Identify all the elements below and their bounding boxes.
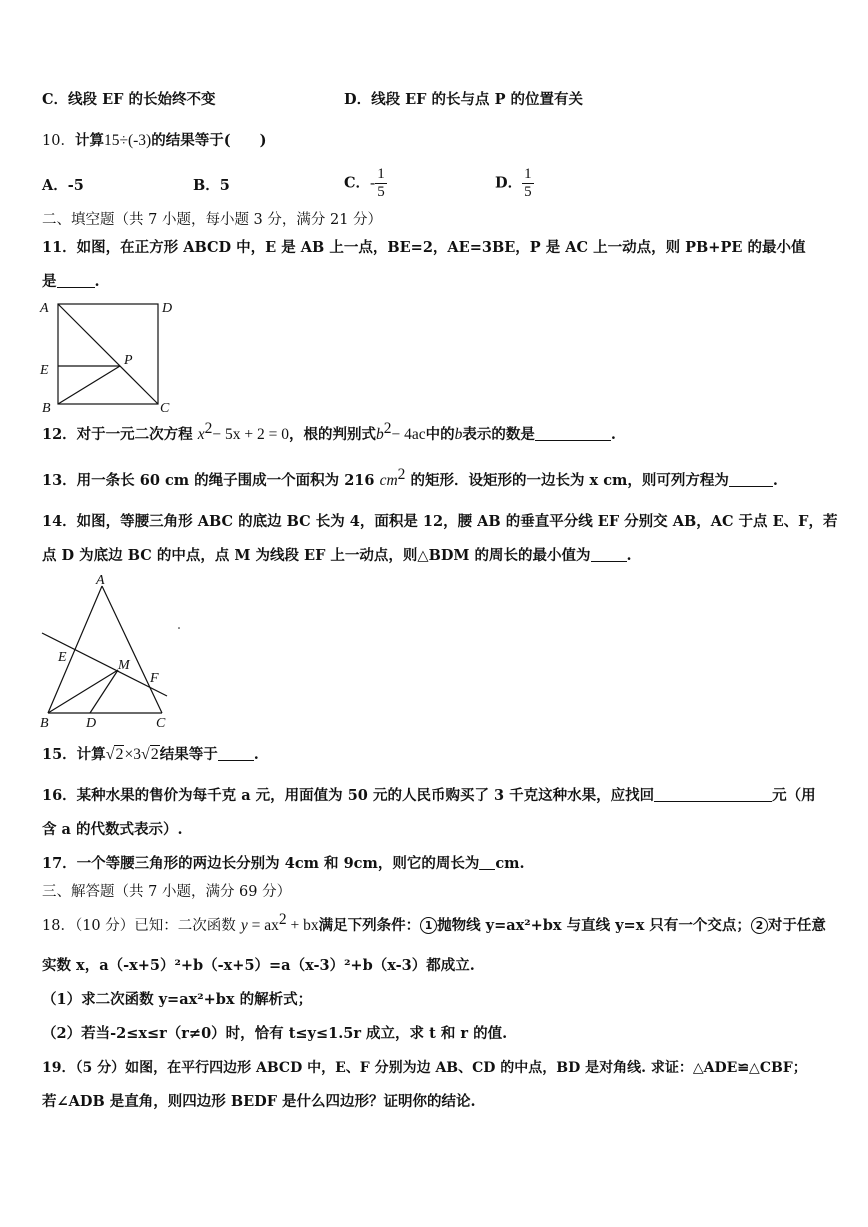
q19-line2: 若∠ADB 是直角，则四边形 BEDF 是什么四边形？证明你的结论. [42,1093,476,1110]
q16-line2: 含 a 的代数式表示）. [42,821,183,838]
q10-option-a: A．-5 [42,177,84,194]
q10-option-c: C．- $\frac{1}{5}$ [344,166,385,200]
q10-stem: 10．计算15÷(-3)的结果等于( ) [42,132,267,149]
q11-line1: 11．如图，在正方形 ABCD 中，E 是 AB 上一点，BE=2，AE=3BE，P 是 AC 上一动点，则 PB+PE 的最小值 [42,239,806,256]
q14-line2: 点 D 为底边 BC 的中点，点 M 为线段 EF 上一动点，则△BDM 的周长的最小值为 . [42,547,632,564]
circled-number: 1 [420,917,437,934]
answer-blank [218,746,254,761]
label-a: A [40,301,49,316]
q16-line1: 16．某种水果的售价为每千克 a 元，用面值为 50 元的人民币购买了 3 千克这种水果，应找回 元（用 [42,787,816,804]
label-b: B [40,716,49,731]
label-c: C [160,401,170,416]
label-d: D [86,716,97,731]
q12: 12．对于一元二次方程 $x^2- 5x + 2 = 0$，根的判别式$b^2- 4ac$中的b表示的数是 . [42,420,616,443]
circled-number: 2 [751,917,768,934]
label-e: E [58,650,67,665]
label-e: E [40,363,49,378]
label-m: M [118,658,130,673]
label-c: C [156,716,166,731]
q13: 13．用一条长 60 cm 的绳子围成一个面积为 216 $cm^2$ 的矩形．设矩形的一边长为 x cm，则可列方程为 . [42,466,778,489]
answer-blank [729,472,773,487]
q11-square-figure [36,296,186,416]
q17: 17．一个等腰三角形的两边长分别为 4cm 和 9cm，则它的周长为 cm. [42,855,525,872]
q9-option-c: C．线段 EF 的长始终不变 [42,91,216,108]
q18-part2: （2）若当-2≤x≤r（r≠0）时，恰有 t≤y≤1.5r 成立，求 t 和 r 的值. [42,1025,508,1042]
q10-option-d: D． $\frac{1}{5}$ [495,166,532,200]
answer-blank [57,273,95,288]
fraction: $\frac{1}{5}$ [377,166,385,200]
answer-blank [654,787,772,802]
label-p: P [124,353,133,368]
q15: 15．计算√2×3√2结果等于 . [42,746,259,763]
q10-option-b: B．5 [193,177,230,194]
q9-option-d: D．线段 EF 的长与点 P 的位置有关 [344,91,584,108]
q18-line1: 18．（10 分）已知：二次函数 $y = ax^2$ + bx满足下列条件： 1 抛物线 y=ax²+bx 与直线 y=x 只有一个交点； 2 对于任意 [42,911,826,934]
q18-part1: （1）求二次函数 y=ax²+bx 的解析式； [42,991,313,1008]
answer-blank [535,426,611,441]
q19-line1: 19．（5 分）如图，在平行四边形 ABCD 中，E、F 分别为边 AB、CD 的中点，BD 是对角线. 求证：△ADE≌△CBF； [42,1060,807,1076]
label-b: B [42,401,51,416]
sqrt-expression: √2 [105,746,124,763]
section-2-heading: 二、填空题（共 7 小题，每小题 3 分，满分 21 分） [42,212,383,228]
label-d: D [162,301,173,316]
section-3-heading: 三、解答题（共 7 小题，满分 69 分） [42,884,292,900]
label-a: A [96,573,105,588]
answer-blank [591,547,627,562]
q14-line1: 14．如图，等腰三角形 ABC 的底边 BC 长为 4，面积是 12，腰 AB 的垂直平分线 EF 分别交 AB，AC 于点 E、F，若 [42,513,838,530]
sqrt-expression: √2 [140,746,159,763]
q11-line2: 是 . [42,273,100,290]
q14-triangle-figure [36,572,186,732]
q18-line2: 实数 x，a（-x+5）²+b（-x+5）=a（x-3）²+b（x-3）都成立. [42,957,475,974]
answer-blank [479,855,495,870]
fraction: $\frac{1}{5}$ [524,166,532,200]
label-f: F [150,671,159,686]
